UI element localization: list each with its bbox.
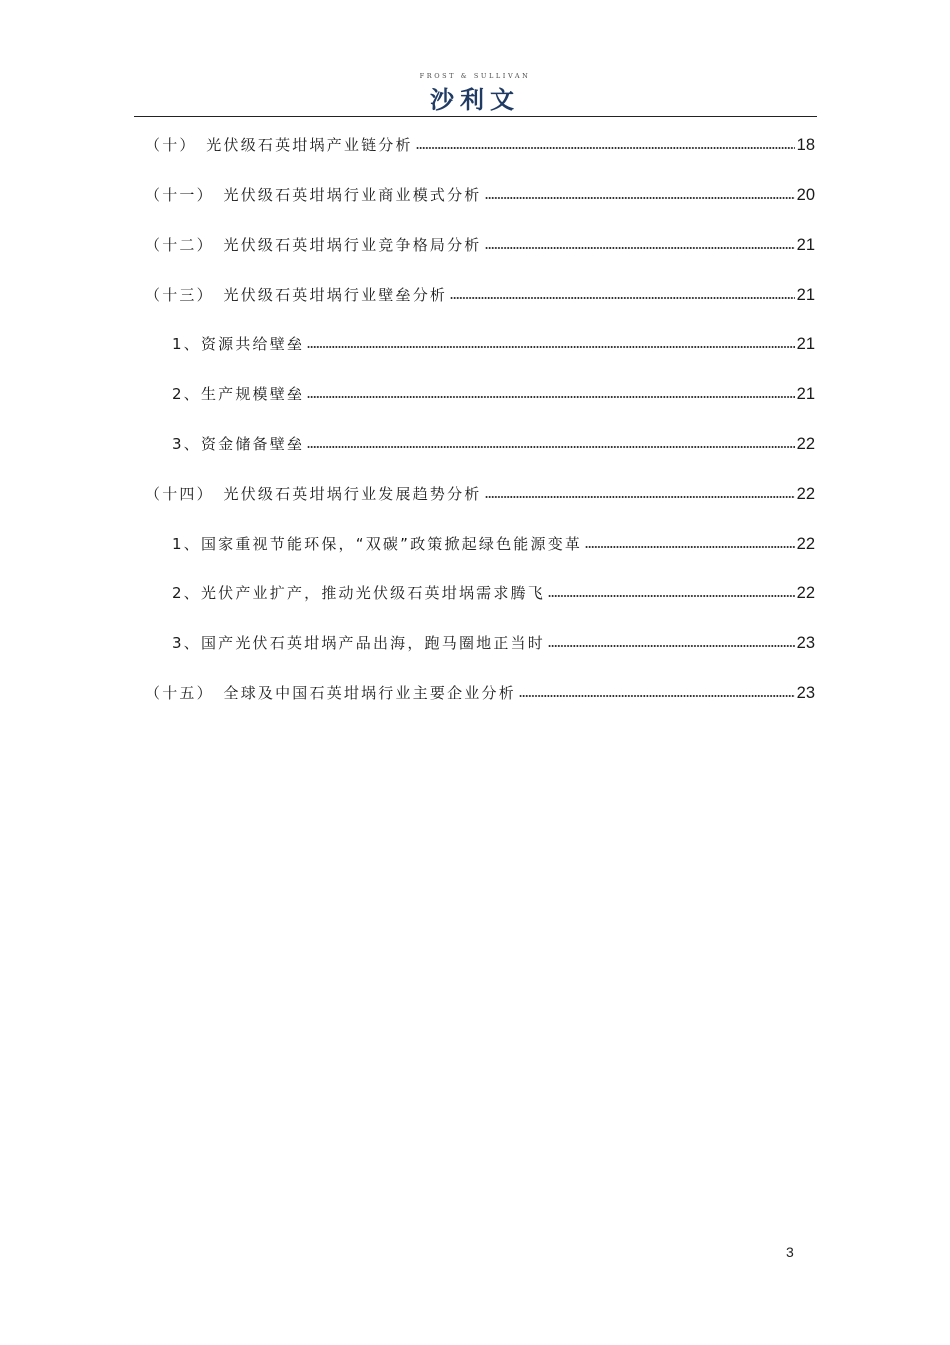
toc-dot-leader [485,197,795,199]
toc-entry-page: 21 [796,236,815,254]
toc-dot-leader [519,695,795,697]
toc-dot-leader [416,147,795,149]
toc-entry-label: （十四） 光伏级石英坩埚行业发展趋势分析 [145,485,482,503]
toc-entry-label: （十一） 光伏级石英坩埚行业商业模式分析 [145,186,482,204]
toc-entry[interactable] [145,479,815,503]
toc-dot-leader [307,396,794,398]
toc-subentry[interactable] [172,578,815,602]
toc-entry-label: 1、资源共给壁垒 [172,335,305,353]
toc-entry-label: （十） 光伏级石英坩埚产业链分析 [145,136,413,154]
toc-entry[interactable] [145,280,815,304]
page-header [0,0,950,118]
toc-dot-leader [585,546,795,548]
toc-entry-page: 22 [796,485,815,503]
toc-subentry[interactable] [172,379,815,403]
toc-subentry[interactable] [172,329,815,353]
toc-subentry[interactable] [172,628,815,652]
toc-entry-label: （十二） 光伏级石英坩埚行业竞争格局分析 [145,236,482,254]
toc-entry-label: 2、生产规模壁垒 [172,385,305,403]
toc-entry[interactable] [145,130,815,154]
toc-entry-page: 23 [796,634,815,652]
toc-dot-leader [450,297,795,299]
toc-entry-page: 21 [796,286,815,304]
toc-entry-label: 3、国产光伏石英坩埚产品出海，跑马圈地正当时 [172,634,545,652]
toc-dot-leader [485,247,795,249]
toc-entry-page: 22 [796,435,815,453]
toc-entry-label: （十五） 全球及中国石英坩埚行业主要企业分析 [145,684,516,702]
toc-subentry[interactable] [172,529,815,553]
toc-entry[interactable] [145,180,815,204]
toc-dot-leader [548,645,795,647]
toc-entry-label: 1、国家重视节能环保，“双碳”政策掀起绿色能源变革 [172,535,583,553]
toc-dot-leader [307,446,794,448]
brand-english-name: FROST & SULLIVAN [419,72,531,80]
toc-entry-page: 21 [796,385,815,403]
brand-logo: 沙利文 [430,86,520,114]
toc-dot-leader [307,346,794,348]
toc-entry-label: 2、光伏产业扩产，推动光伏级石英坩埚需求腾飞 [172,584,545,602]
toc-subentry[interactable] [172,429,815,453]
toc-entry-page: 21 [796,335,815,353]
toc-entry-label: （十三） 光伏级石英坩埚行业壁垒分析 [145,286,448,304]
toc-entry-page: 22 [796,584,815,602]
toc-dot-leader [485,496,795,498]
toc-entry-page: 20 [796,186,815,204]
toc-entry-page: 22 [796,535,815,553]
toc-entry-page: 18 [796,136,815,154]
toc-entry[interactable] [145,678,815,702]
page-number: 3 [786,1244,794,1260]
toc-entry-page: 23 [796,684,815,702]
toc-dot-leader [548,595,795,597]
toc-entry[interactable] [145,230,815,254]
header-divider [134,116,817,117]
toc-entry-label: 3、资金储备壁垒 [172,435,305,453]
